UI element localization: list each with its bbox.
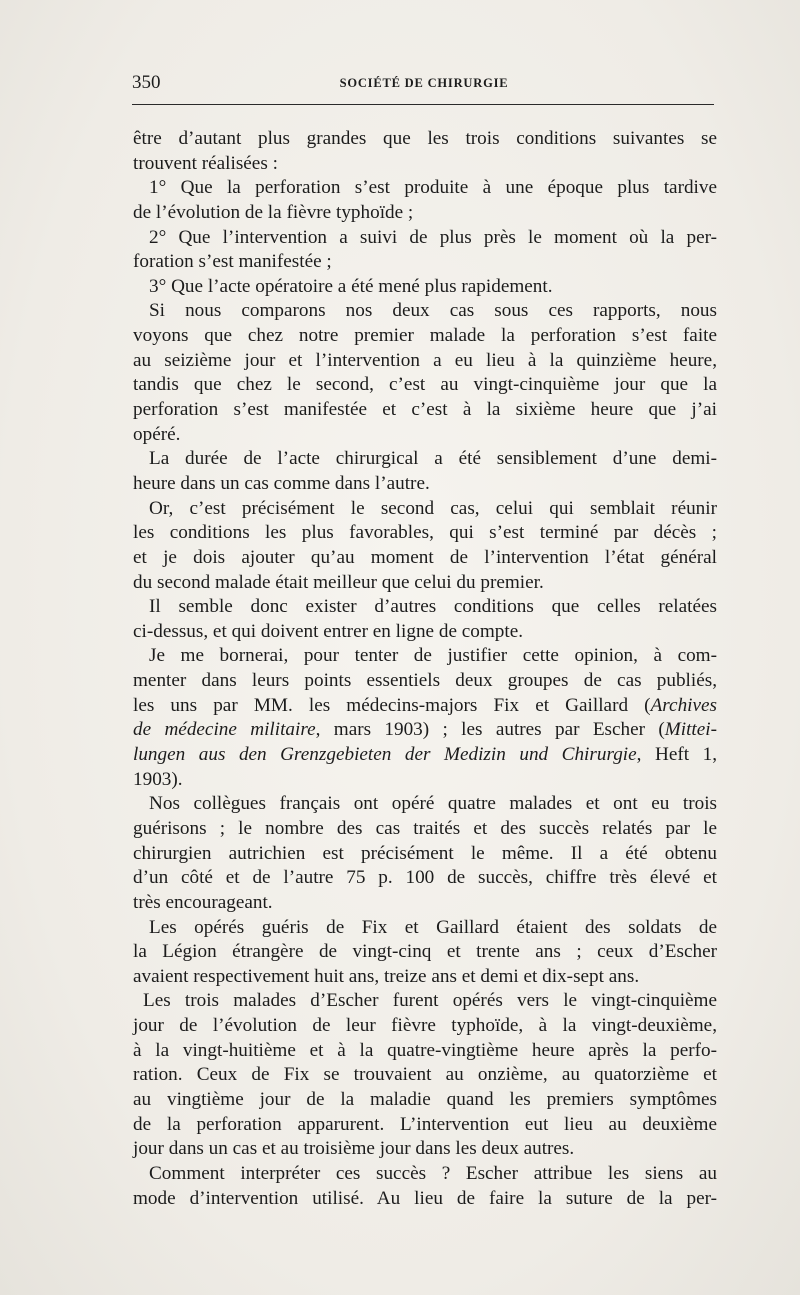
text-line: tandis que chez le second, c’est au vingt-cinquième jour que la [133,374,717,396]
text-line: jour dans un cas et au troisième jour dans les deux autres. [133,1138,575,1160]
text-line: 1903). [133,768,183,790]
text-line: voyons que chez notre premier malade la perforation s’est faite [133,325,717,347]
text-line: La durée de l’acte chirurgical a été sensiblement d’une demi- [149,448,717,470]
text-line: Or, c’est précisément le second cas, celui qui semblait réunir [149,497,717,519]
text-line: 1° Que la perforation s’est produite à une époque plus tardive [149,177,717,199]
text-line: 3° Que l’acte opératoire a été mené plus rapidement. [149,275,553,297]
text-line: jour de l’évolution de leur fièvre typhoïde, à la vingt-deuxième, [133,1015,717,1037]
text-line: les conditions les plus favorables, qui s’est terminé par décès ; [133,522,717,544]
text-line: Les opérés guéris de Fix et Gaillard étaient des soldats de [149,916,717,938]
text-line: de l’évolution de la fièvre typhoïde ; [133,201,414,223]
text-line: foration s’est manifestée ; [133,251,332,273]
text-line: trouvent réalisées : [133,152,278,174]
text-line: les uns par MM. les médecins-majors Fix et Gaillard (Archives [133,694,717,716]
text-line: perforation s’est manifestée et c’est à la sixième heure que j’ai [133,399,717,421]
page-number: 350 [132,72,161,93]
text-line: Il semble donc exister d’autres conditions que celles relatées [149,596,717,618]
text-line: Nos collègues français ont opéré quatre malades et ont eu trois [149,793,717,815]
text-line: d’un côté et de l’autre 75 p. 100 de succès, chiffre très élevé et [133,867,717,889]
text-line: mode d’intervention utilisé. Au lieu de faire la suture de la per- [133,1187,717,1209]
text-line: menter dans leurs points essentiels deux groupes de cas publiés, [133,670,717,692]
text-line: Je me bornerai, pour tenter de justifier cette opinion, à com- [149,645,717,667]
running-title: SOCIÉTÉ DE CHIRURGIE [339,76,509,90]
text-line: lungen aus den Grenzgebieten der Medizin und Chirurgie, Heft 1, [133,744,718,766]
text-line: Les trois malades d’Escher furent opérés vers le vingt-cinquième [143,990,717,1012]
text-line: chirurgien autrichien est précisément le même. Il a été obtenu [133,842,717,864]
page-header [132,72,716,100]
text-line: être d’autant plus grandes que les trois conditions suivantes se [133,128,717,149]
text-line: la Légion étrangère de vingt-cinq et trente ans ; ceux d’Escher [133,941,717,963]
text-line: heure dans un cas comme dans l’autre. [133,472,430,494]
text-line: guérisons ; le nombre des cas traités et des succès relatés par le [133,817,717,839]
text-line: très encourageant. [133,891,273,913]
text-line: de médecine militaire, mars 1903) ; les autres par Escher (Mittei- [133,719,717,741]
text-line: au vingtième jour de la maladie quand les premiers symptômes [133,1088,717,1110]
text-line: à la vingt-huitième et à la quatre-vingtième heure après la perfo- [133,1039,717,1061]
text-line: et je dois ajouter qu’au moment de l’intervention l’état général [133,546,717,568]
text-line: du second malade était meilleur que celui du premier. [133,571,544,593]
text-line: de la perforation apparurent. L’intervention eut lieu au deuxième [133,1113,717,1135]
text-line: Si nous comparons nos deux cas sous ces rapports, nous [149,300,717,322]
text-line: Comment interpréter ces succès ? Escher attribue les siens au [149,1162,717,1184]
text-line: 2° Que l’intervention a suivi de plus près le moment où la per- [149,226,717,248]
header-rule [132,104,714,105]
text-line: opéré. [133,423,181,445]
text-line: avaient respectivement huit ans, treize ans et demi et dix-sept ans. [133,965,640,987]
text-line: ci-dessus, et qui doivent entrer en ligne de compte. [133,620,524,642]
body-text [133,127,717,1211]
text-line: ration. Ceux de Fix se trouvaient au onzième, au quatorzième et [133,1064,717,1086]
text-line: au seizième jour et l’intervention a eu lieu à la quinzième heure, [133,349,717,371]
